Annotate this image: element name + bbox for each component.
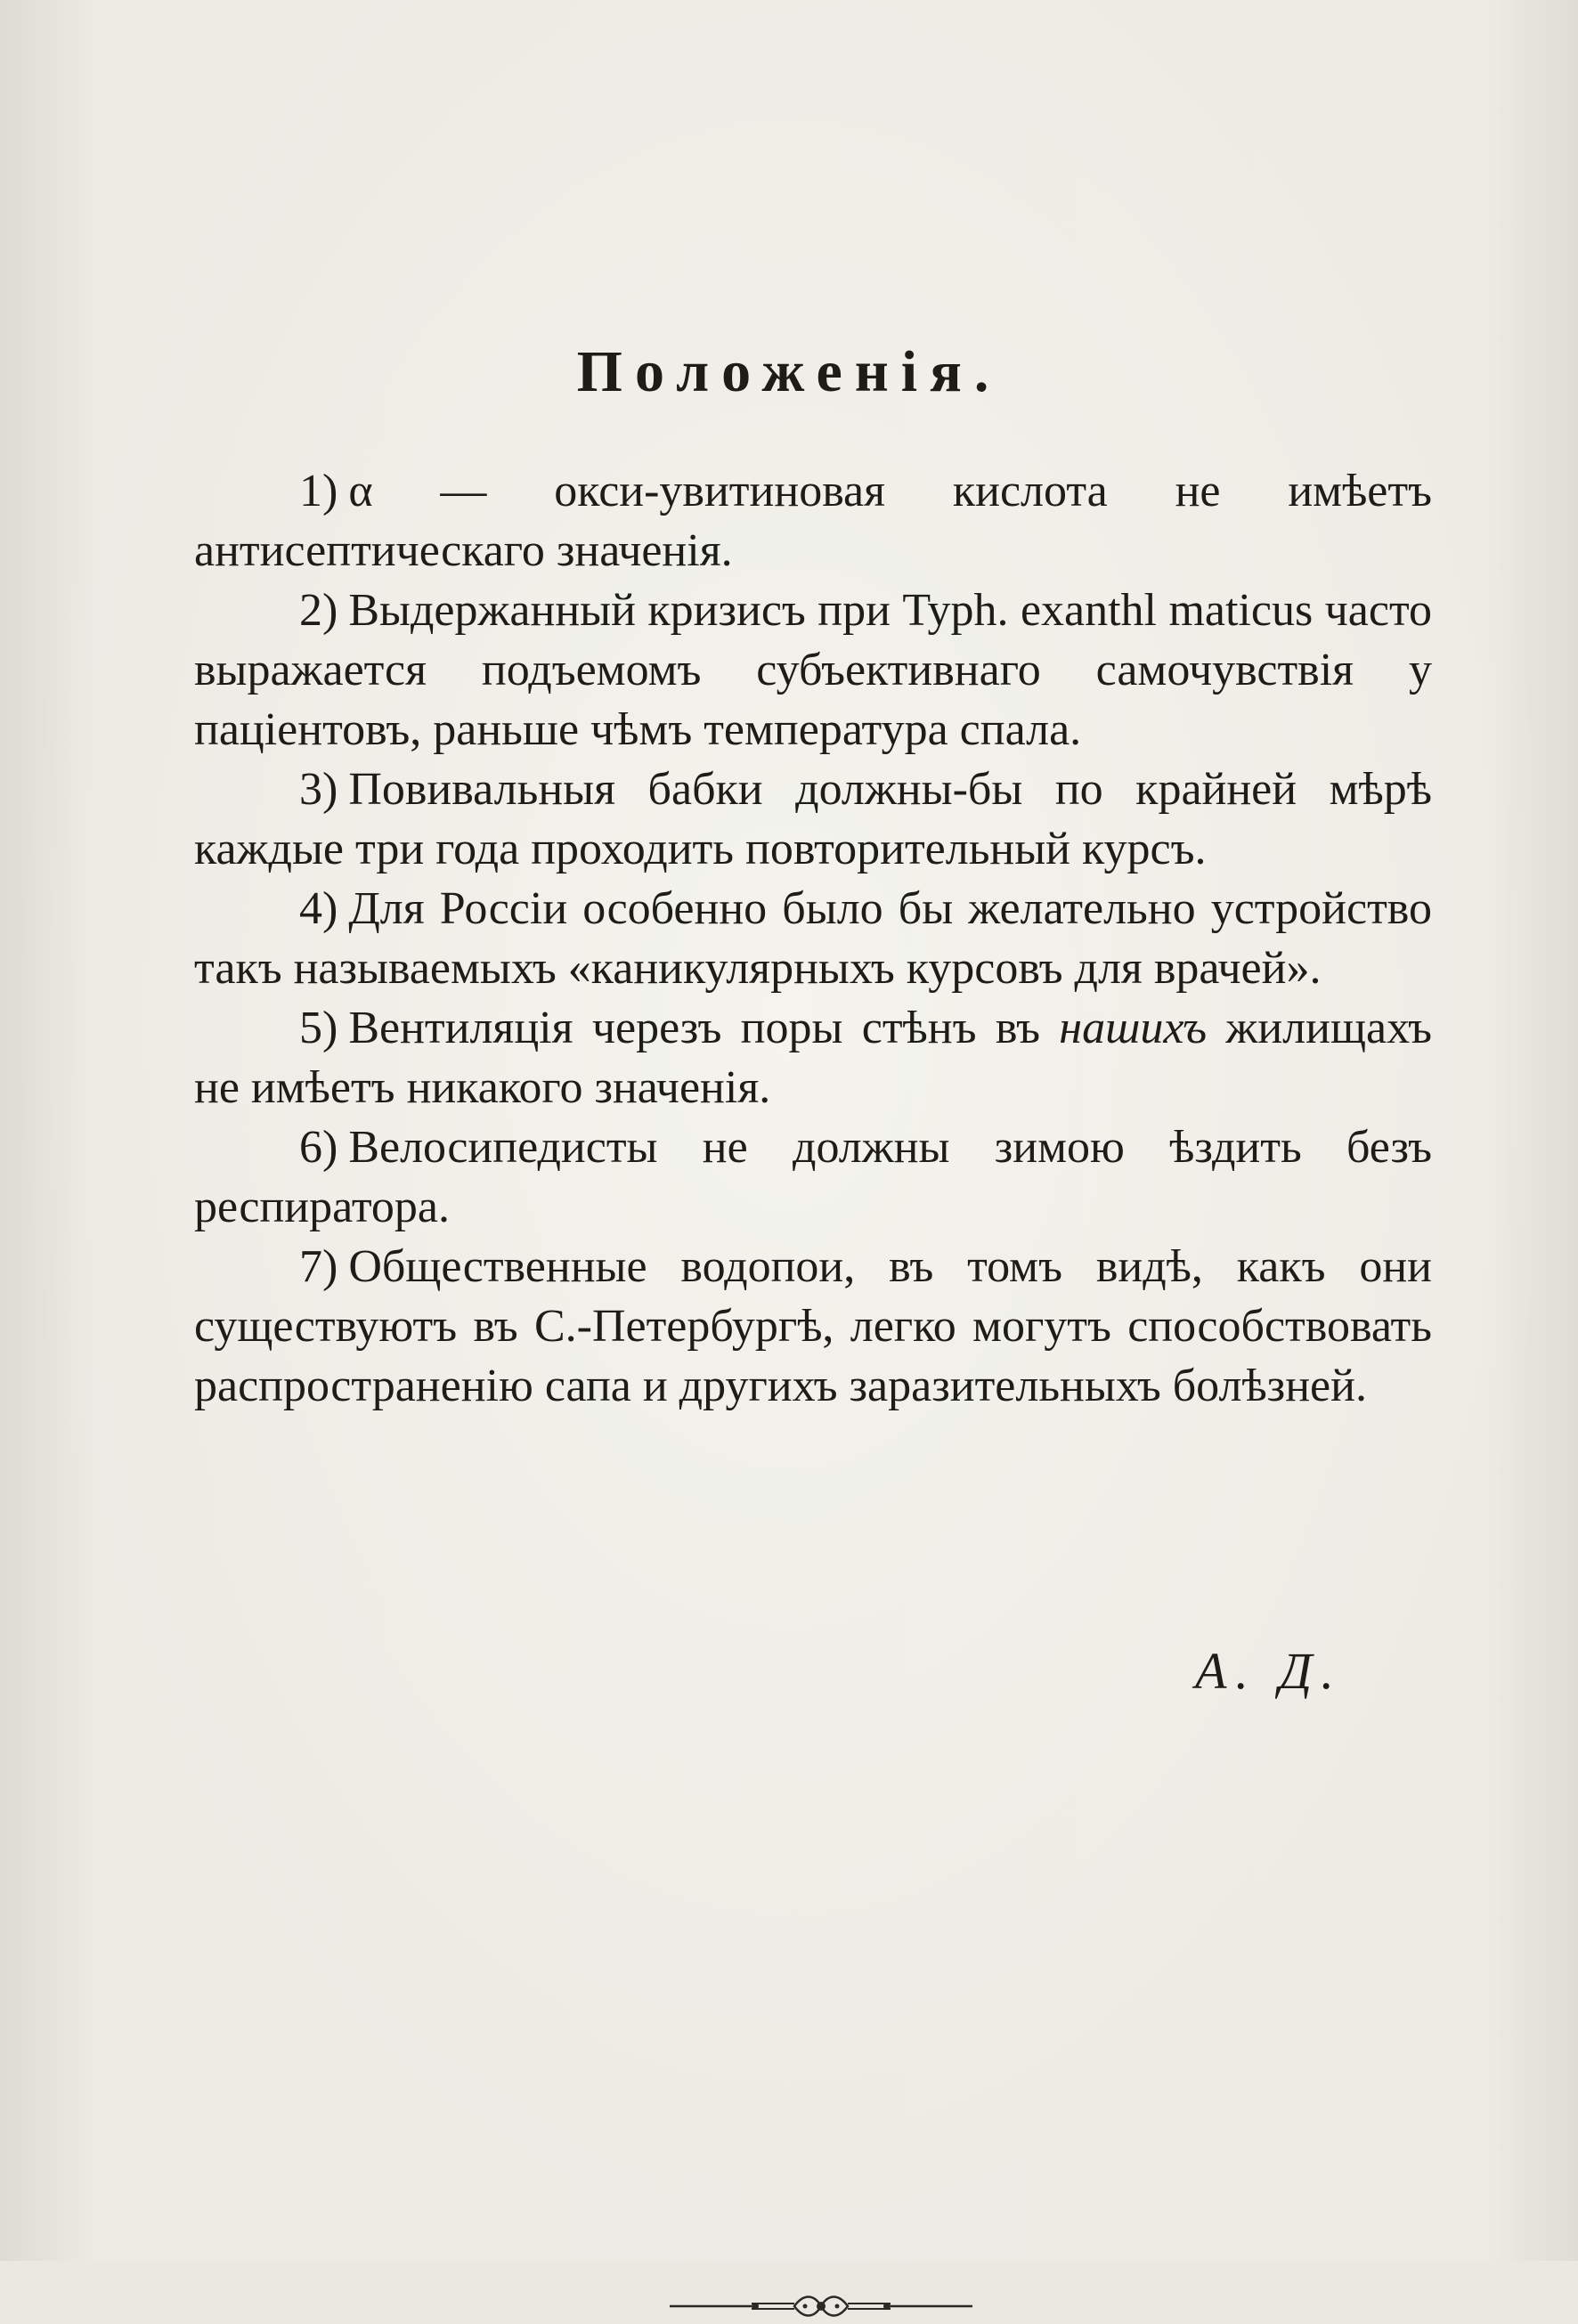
page-title: Положенія.: [576, 339, 1002, 404]
thesis-text-italic: нашихъ: [1059, 1003, 1208, 1053]
thesis-4: [194, 879, 1432, 998]
thesis-number: 3): [299, 764, 338, 815]
thesis-number: 2): [299, 585, 338, 636]
theses-list: [194, 461, 1432, 1416]
thesis-1: [194, 461, 1432, 581]
ornament-divider: [670, 2288, 972, 2324]
thesis-text: Вентиляція черезъ поры стѣнъ въ: [348, 1003, 1060, 1053]
thesis-number: 4): [299, 883, 338, 934]
thesis-number: 5): [299, 1003, 338, 1053]
thesis-text: Повивальныя бабки должны-бы по крайней мѣрѣ каждые три года проходить повторительный курсъ.: [194, 764, 1432, 874]
thesis-number: 6): [299, 1122, 338, 1173]
thesis-2: [194, 581, 1432, 760]
thesis-text: Общественные водопои, въ томъ видѣ, какъ они существуютъ въ С.-Петербургѣ, легко могутъ способствовать распространенію сапа и другихъ заразительныхъ болѣзней.: [194, 1241, 1432, 1411]
thesis-text: α — окси-увитиновая кислота не имѣетъ антисептическаго значенія.: [194, 466, 1432, 576]
thesis-text: Для Россіи особенно было бы желательно устройство такъ называемыхъ «каникулярныхъ курсовъ для врачей».: [194, 883, 1432, 994]
thesis-number: 1): [299, 466, 338, 516]
thesis-text: Выдержанный кризисъ при Typh. exanthl maticus часто выражается подъемомъ субъективнаго самочувствія у паціентовъ, раньше чѣмъ температура спала.: [194, 585, 1432, 755]
thesis-6: [194, 1117, 1432, 1237]
thesis-5: [194, 998, 1432, 1117]
thesis-text: Велосипедисты не должны зимою ѣздить безъ респиратора.: [194, 1122, 1432, 1232]
thesis-text: жилищахъ не имѣетъ никакого значенія.: [194, 1003, 1432, 1113]
thesis-number: 7): [299, 1241, 338, 1292]
author-signature: А. Д.: [1195, 1642, 1343, 1700]
thesis-7: [194, 1237, 1432, 1416]
thesis-3: [194, 760, 1432, 879]
